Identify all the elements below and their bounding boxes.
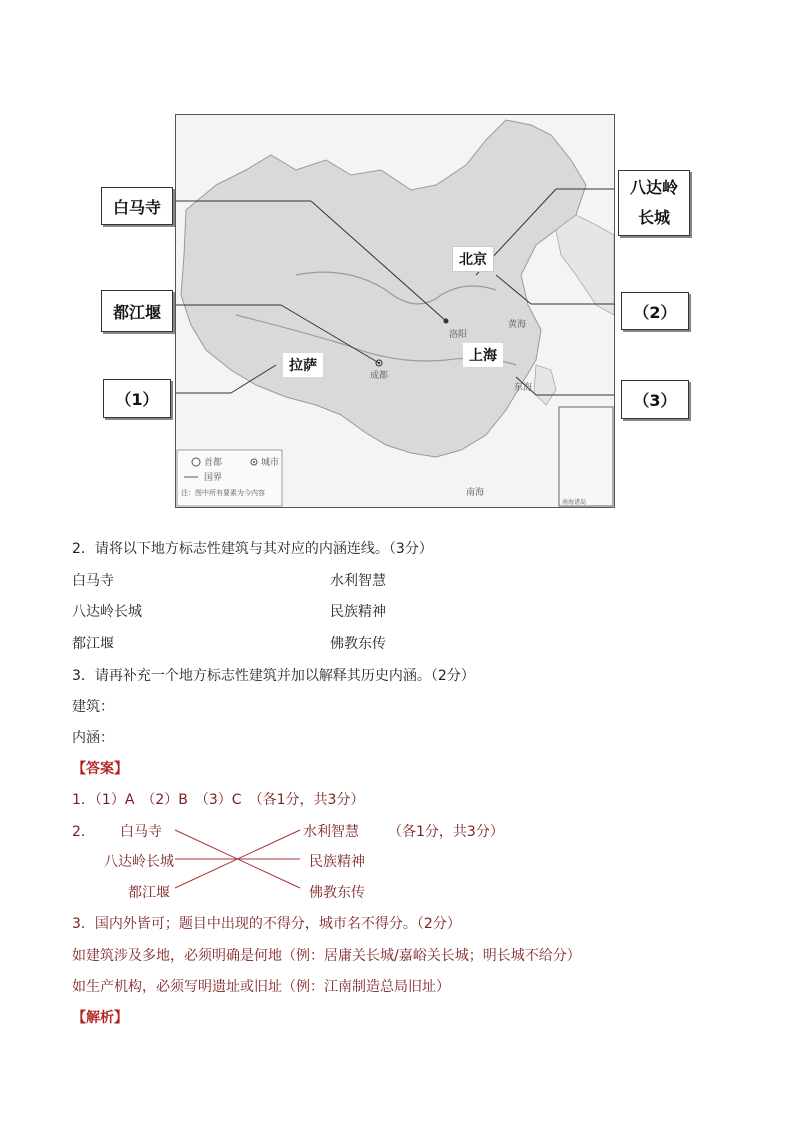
q2-right-2: 民族精神: [330, 604, 386, 620]
chengdu-label: 成都: [370, 371, 389, 381]
answer-2-score: （各1分，共3分）: [388, 824, 504, 840]
legend-border: 国界: [204, 473, 223, 483]
answer-2-left-1: 白马寺: [120, 824, 162, 840]
label-dujiangyan: 都江堰: [101, 290, 173, 332]
label-baimasi: 白马寺: [101, 187, 173, 225]
china-map-svg: [176, 115, 614, 507]
huanghai-label: 黄海: [508, 320, 527, 330]
nanhai-label: 南海: [466, 488, 485, 498]
legend-city: 城市: [261, 458, 280, 468]
label-badaling: [618, 170, 690, 236]
answer-2-right-3: 佛教东传: [309, 885, 365, 901]
meaning-label: 内涵：: [72, 730, 114, 746]
answer-2-right-1: 水利智慧: [303, 824, 359, 840]
china-map: [175, 114, 615, 508]
answer-2-connections: [170, 825, 310, 895]
label-blank-1: （1）: [103, 379, 171, 418]
q2-left-2: 八达岭长城: [72, 604, 142, 620]
question-2: 2．请将以下地方标志性建筑与其对应的内涵连线。（3分）: [72, 541, 433, 557]
q2-right-3: 佛教东传: [330, 636, 386, 652]
question-3: 3．请再补充一个地方标志性建筑并加以解释其历史内涵。（2分）: [72, 668, 475, 684]
legend-note: 注：图中所有要素为今内容: [181, 489, 265, 497]
nanhai-inset-label: 南海诸岛: [562, 499, 587, 506]
answer-3: 3．国内外皆可；题目中出现的不得分，城市名不得分。（2分）: [72, 916, 461, 932]
answer-1: 1．（1）A （2）B （3）C （各1分，共3分）: [72, 792, 365, 808]
q2-left-1: 白马寺: [72, 573, 114, 589]
building-label: 建筑：: [72, 699, 114, 715]
answer-3-line-3: 如生产机构，必须写明遗址或旧址（例：江南制造总局旧址）: [72, 979, 450, 995]
luoyang-label: 洛阳: [449, 330, 468, 340]
label-blank-3: （3）: [621, 380, 689, 419]
answer-2-number: 2．: [72, 824, 95, 840]
label-beijing: 北京: [452, 246, 494, 272]
answer-2-left-3: 都江堰: [128, 885, 170, 901]
q2-left-3: 都江堰: [72, 636, 114, 652]
label-shanghai: 上海: [463, 343, 503, 367]
label-blank-2: （2）: [621, 292, 689, 330]
answer-2-right-2: 民族精神: [309, 854, 365, 870]
q2-right-1: 水利智慧: [330, 573, 386, 589]
answer-2-left-2: 八达岭长城: [104, 854, 174, 870]
legend-capital: 首都: [204, 458, 223, 468]
answer-heading: 【答案】: [72, 761, 128, 777]
label-badaling-text: 八达岭长城: [629, 178, 678, 227]
answer-3-line-2: 如建筑涉及多地，必须明确是何地（例：居庸关长城/嘉峪关长城；明长城不给分）: [72, 948, 581, 964]
analysis-heading: 【解析】: [72, 1010, 128, 1026]
donghai-label: 东海: [514, 383, 533, 393]
label-lasa: 拉萨: [283, 353, 323, 377]
